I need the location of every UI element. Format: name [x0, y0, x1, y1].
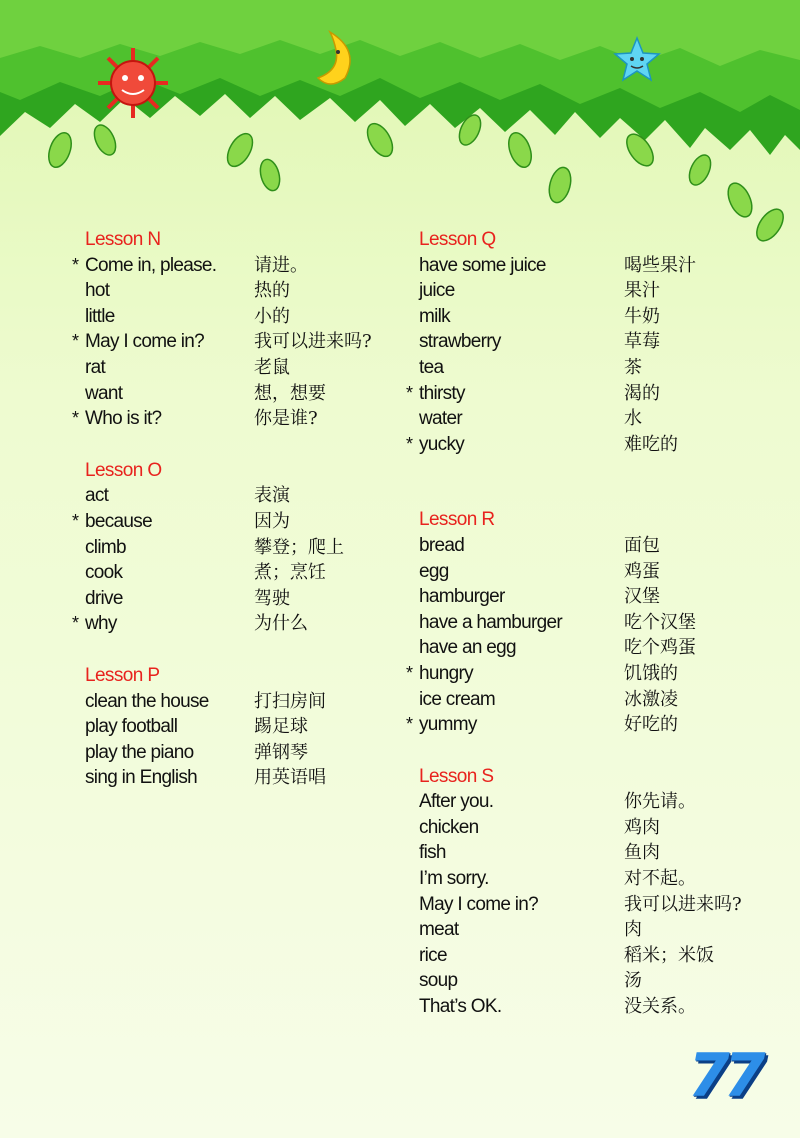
vocab-row — [406, 381, 786, 407]
english-term: thirsty — [419, 382, 465, 404]
chinese-translation: 鸡肉 — [624, 816, 660, 838]
lesson-heading: Lesson N — [85, 229, 161, 250]
english-term: I’m sorry. — [419, 868, 489, 890]
chinese-translation: 踢足球 — [254, 716, 308, 738]
chinese-translation: 表演 — [254, 485, 290, 507]
english-term: May I come in? — [85, 331, 205, 353]
english-term: want — [85, 382, 123, 404]
chinese-translation: 喝些果汁 — [624, 254, 696, 276]
vocab-row — [406, 584, 786, 610]
chinese-translation: 为什么 — [254, 613, 308, 635]
vocab-row — [72, 740, 402, 766]
vocab-row — [72, 535, 402, 561]
chinese-translation: 驾驶 — [254, 587, 290, 609]
vocab-row — [406, 355, 786, 381]
vocab-row — [406, 278, 786, 304]
vocab-row — [72, 714, 402, 740]
vocab-row — [406, 661, 786, 687]
english-term: clean the house — [85, 690, 209, 712]
vocab-row — [406, 968, 786, 994]
chinese-translation: 饥饿的 — [624, 662, 678, 684]
left-vocabulary-column — [72, 227, 402, 817]
vocab-row — [406, 789, 786, 815]
english-term: juice — [419, 280, 455, 302]
vocab-row — [72, 278, 402, 304]
english-term: have an egg — [419, 637, 516, 659]
chinese-translation: 小的 — [254, 305, 290, 327]
chinese-translation: 热的 — [254, 280, 290, 302]
english-term: Come in, please. — [85, 254, 217, 276]
vocab-row — [406, 610, 786, 636]
key-word-asterisk: * — [406, 714, 414, 735]
lesson-section — [406, 227, 786, 457]
vocab-row — [406, 406, 786, 432]
english-term: hungry — [419, 662, 473, 684]
vocab-row — [72, 765, 402, 791]
lesson-section — [72, 227, 402, 432]
english-term: because — [85, 510, 152, 532]
chinese-translation: 稻米；米饭 — [624, 944, 714, 966]
chinese-translation: 对不起。 — [624, 868, 696, 890]
chinese-translation: 鸡蛋 — [624, 560, 660, 582]
vocab-row — [406, 917, 786, 943]
english-term: play football — [85, 716, 178, 738]
key-word-asterisk: * — [72, 510, 80, 531]
vocab-row — [406, 994, 786, 1020]
key-word-asterisk: * — [406, 662, 414, 683]
chinese-translation: 弹钢琴 — [254, 741, 308, 763]
vocab-row — [406, 943, 786, 969]
vocab-row — [72, 253, 402, 279]
lesson-section — [72, 458, 402, 637]
sun-icon — [98, 48, 168, 118]
english-term: Who is it? — [85, 408, 162, 430]
vocab-row — [406, 533, 786, 559]
vocab-row — [406, 559, 786, 585]
english-term: rice — [419, 944, 447, 966]
english-term: ice cream — [419, 688, 496, 710]
key-word-asterisk: * — [406, 382, 414, 403]
english-term: have a hamburger — [419, 611, 563, 633]
chinese-translation: 请进。 — [254, 254, 308, 276]
chinese-translation: 茶 — [624, 356, 642, 378]
english-term: climb — [85, 536, 126, 558]
vocab-row — [406, 253, 786, 279]
chinese-translation: 鱼肉 — [624, 842, 660, 864]
chinese-translation: 汉堡 — [624, 586, 660, 608]
english-term: fish — [419, 842, 446, 864]
english-term: chicken — [419, 816, 479, 838]
lesson-heading: Lesson O — [85, 459, 162, 481]
chinese-translation: 没关系。 — [624, 996, 696, 1018]
vocab-row — [72, 304, 402, 330]
vocab-row — [72, 355, 402, 381]
vocab-row — [406, 892, 786, 918]
vocab-row — [72, 586, 402, 612]
vocab-row — [406, 712, 786, 738]
vocab-row — [72, 611, 402, 637]
vocab-row — [406, 687, 786, 713]
lesson-section — [406, 764, 786, 1020]
leaves-banner — [0, 0, 800, 260]
chinese-translation: 果汁 — [624, 280, 660, 302]
chinese-translation: 水 — [624, 408, 642, 430]
english-term: hot — [85, 280, 110, 302]
english-term: soup — [419, 970, 458, 992]
chinese-translation: 老鼠 — [254, 356, 290, 378]
chinese-translation: 打扫房间 — [254, 690, 326, 712]
vocab-row — [72, 329, 402, 355]
chinese-translation: 肉 — [624, 919, 642, 941]
lesson-section — [72, 663, 402, 791]
english-term: strawberry — [419, 331, 501, 353]
english-term: bread — [419, 534, 465, 556]
chinese-translation: 煮；烹饪 — [254, 562, 326, 584]
chinese-translation: 草莓 — [624, 331, 660, 353]
vocab-row — [406, 432, 786, 458]
english-term: why — [85, 613, 117, 635]
english-term: have some juice — [419, 254, 546, 276]
chinese-translation: 吃个汉堡 — [624, 611, 696, 633]
english-term: yummy — [419, 714, 477, 736]
vocab-row — [406, 329, 786, 355]
vocab-row — [72, 483, 402, 509]
vocab-row — [406, 635, 786, 661]
english-term: meat — [419, 919, 459, 941]
lesson-heading: Lesson Q — [419, 229, 496, 250]
chinese-translation: 吃个鸡蛋 — [624, 637, 696, 659]
key-word-asterisk: * — [72, 408, 80, 429]
page-number: 77 — [688, 1041, 760, 1111]
right-vocabulary-column — [406, 227, 786, 1046]
lesson-heading: Lesson R — [419, 509, 495, 531]
english-term: After you. — [419, 791, 494, 813]
english-term: rat — [85, 356, 106, 378]
lesson-section — [406, 507, 786, 737]
vocab-row — [406, 815, 786, 841]
english-term: little — [85, 305, 115, 327]
chinese-translation: 因为 — [254, 510, 290, 532]
chinese-translation: 冰激凌 — [624, 688, 678, 710]
english-term: May I come in? — [419, 893, 539, 915]
english-term: play the piano — [85, 741, 194, 763]
vocab-row — [406, 866, 786, 892]
english-term: act — [85, 485, 109, 507]
english-term: yucky — [419, 433, 465, 455]
english-term: egg — [419, 560, 449, 582]
chinese-translation: 面包 — [624, 534, 660, 556]
english-term: cook — [85, 562, 123, 584]
lesson-heading: Lesson P — [85, 664, 160, 686]
vocab-row — [72, 381, 402, 407]
chinese-translation: 牛奶 — [624, 305, 660, 327]
english-term: drive — [85, 587, 123, 609]
english-term: water — [419, 408, 462, 430]
chinese-translation: 我可以进来吗? — [254, 331, 372, 353]
english-term: That’s OK. — [419, 996, 502, 1018]
chinese-translation: 渴的 — [624, 382, 660, 404]
lesson-heading: Lesson S — [419, 765, 494, 787]
key-word-asterisk: * — [72, 331, 80, 352]
vocab-row — [406, 840, 786, 866]
chinese-translation: 你是谁? — [254, 408, 318, 430]
chinese-translation: 想，想要 — [254, 382, 326, 404]
chinese-translation: 你先请。 — [624, 791, 696, 813]
vocab-row — [72, 509, 402, 535]
english-term: hamburger — [419, 586, 505, 608]
chinese-translation: 用英语唱 — [254, 767, 326, 789]
key-word-asterisk: * — [406, 433, 414, 454]
vocab-row — [72, 406, 402, 432]
vocab-row — [72, 560, 402, 586]
vocab-row — [406, 304, 786, 330]
chinese-translation: 好吃的 — [624, 714, 678, 736]
english-term: sing in English — [85, 767, 198, 789]
chinese-translation: 汤 — [624, 970, 642, 992]
chinese-translation: 我可以进来吗? — [624, 893, 742, 915]
english-term: tea — [419, 356, 444, 378]
vocab-row — [72, 689, 402, 715]
chinese-translation: 攀登；爬上 — [254, 536, 344, 558]
english-term: milk — [419, 305, 450, 327]
chinese-translation: 难吃的 — [624, 433, 678, 455]
key-word-asterisk: * — [72, 613, 80, 634]
key-word-asterisk: * — [72, 254, 80, 275]
